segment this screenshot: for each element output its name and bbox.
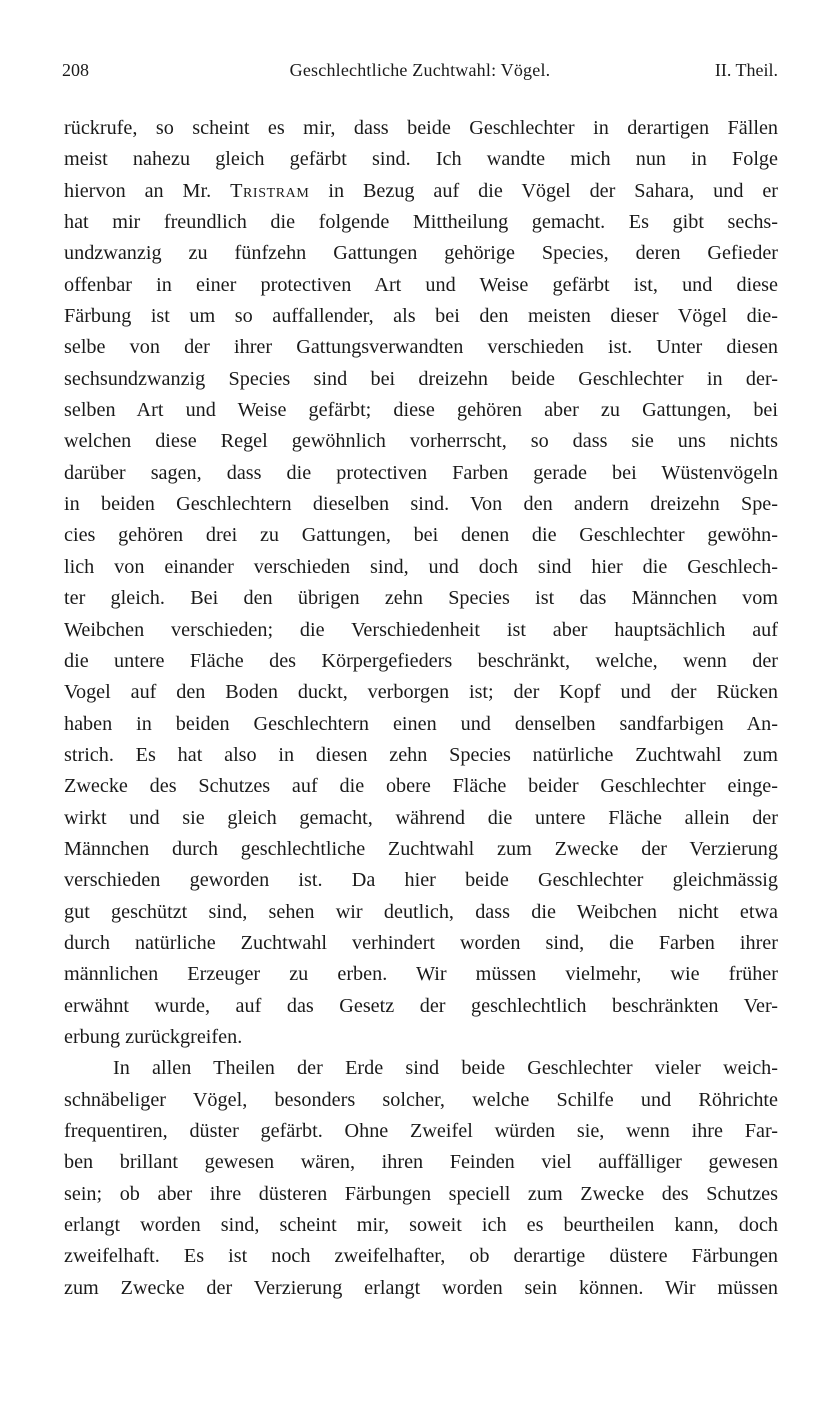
text-line: durch natürliche Zuchtwahl verhindert worden sind, die Farben ihrer (64, 931, 778, 954)
text-line: erbung zurückgreifen. (64, 1025, 243, 1048)
text-line: Färbung ist um so auffallender, als bei den meisten dieser Vögel die- (64, 305, 778, 328)
text-line: erlangt worden sind, scheint mir, soweit ich es beurtheilen kann, doch (64, 1214, 778, 1237)
text-line: frequentiren, düster gefärbt. Ohne Zweifel würden sie, wenn ihre Far- (64, 1120, 778, 1142)
text-line: zweifelhaft. Es ist noch zweifelhafter, ob derartige düstere Färbungen (64, 1245, 778, 1268)
text-fragment: hiervon an Mr. (64, 179, 231, 202)
text-line: offenbar in einer protectiven Art und Weise gefärbt ist, und diese (64, 273, 778, 296)
page-number: 208 (62, 60, 89, 80)
text-line: hat mir freundlich die folgende Mittheilung gemacht. Es gibt sechs- (64, 211, 778, 234)
text-line: rückrufe, so scheint es mir, dass beide Geschlechter in derartigen Fällen (64, 117, 778, 139)
text-line: undzwanzig zu fünfzehn Gattungen gehörige Species, deren Gefieder (64, 242, 778, 265)
text-line: männlichen Erzeuger zu erben. Wir müssen vielmehr, wie früher (64, 963, 778, 986)
text-line: gut geschützt sind, sehen wir deutlich, dass die Weibchen nicht etwa (64, 900, 778, 923)
text-line: schnäbeliger Vögel, besonders solcher, welche Schilfe und Röhrichte (64, 1088, 778, 1111)
text-line: erwähnt wurde, auf das Gesetz der geschlechtlich beschränkten Ver- (64, 994, 778, 1017)
running-title: Geschlechtliche Zuchtwahl: Vögel. (289, 60, 551, 80)
text-fragment: in Bezug auf die Vögel der Sahara, und er (309, 179, 778, 202)
text-line: sein; ob aber ihre düsteren Färbungen speciell zum Zwecke des Schutzes (64, 1182, 778, 1205)
text-line: die untere Fläche des Körpergefieders beschränkt, welche, wenn der (64, 649, 778, 672)
running-head (62, 60, 778, 90)
author-name: Tristram (230, 179, 310, 202)
text-line: lich von einander verschieden sind, und doch sind hier die Geschlech- (64, 555, 778, 578)
paragraph (64, 113, 778, 1053)
body-text (64, 113, 778, 1304)
text-line: haben in beiden Geschlechtern einen und denselben sandfarbigen An- (64, 712, 778, 735)
text-line: strich. Es hat also in diesen zehn Species natürliche Zuchtwahl zum (64, 743, 778, 766)
text-line: verschieden geworden ist. Da hier beide Geschlechter gleichmässig (64, 869, 778, 892)
text-line: in beiden Geschlechtern dieselben sind. Von den andern dreizehn Spe- (64, 493, 778, 516)
part-label: II. Theil. (714, 60, 778, 80)
text-line: darüber sagen, dass die protectiven Farben gerade bei Wüstenvögeln (64, 461, 778, 484)
text-line: sechsundzwanzig Species sind bei dreizehn beide Geschlechter in der- (64, 367, 778, 390)
text-line: cies gehören drei zu Gattungen, bei denen die Geschlechter gewöhn- (64, 524, 778, 547)
text-line: meist nahezu gleich gefärbt sind. Ich wandte mich nun in Folge (64, 148, 778, 171)
text-line: zum Zwecke der Verzierung erlangt worden sein können. Wir müssen (64, 1276, 778, 1299)
text-line: ter gleich. Bei den übrigen zehn Species ist das Männchen vom (64, 587, 778, 610)
text-line: Vogel auf den Boden duckt, verborgen ist; der Kopf und der Rücken (64, 681, 778, 704)
text-line: Männchen durch geschlechtliche Zuchtwahl zum Zwecke der Verzierung (64, 837, 778, 860)
text-line: welchen diese Regel gewöhnlich vorherrscht, so dass sie uns nichts (64, 430, 778, 453)
text-line: selben Art und Weise gefärbt; diese gehören aber zu Gattungen, bei (64, 399, 778, 422)
text-line: ben brillant gewesen wären, ihren Feinden viel auffälliger gewesen (64, 1151, 778, 1174)
paragraph (64, 1053, 778, 1304)
text-line: wirkt und sie gleich gemacht, während die untere Fläche allein der (64, 806, 778, 829)
text-line (64, 176, 778, 207)
text-line: Zwecke des Schutzes auf die obere Fläche beider Geschlechter einge- (64, 775, 778, 798)
text-line: In allen Theilen der Erde sind beide Geschlechter vieler weich- (113, 1057, 778, 1080)
text-line: Weibchen verschieden; die Verschiedenheit ist aber hauptsächlich auf (64, 618, 778, 641)
text-line: selbe von der ihrer Gattungsverwandten verschieden ist. Unter diesen (64, 336, 778, 359)
